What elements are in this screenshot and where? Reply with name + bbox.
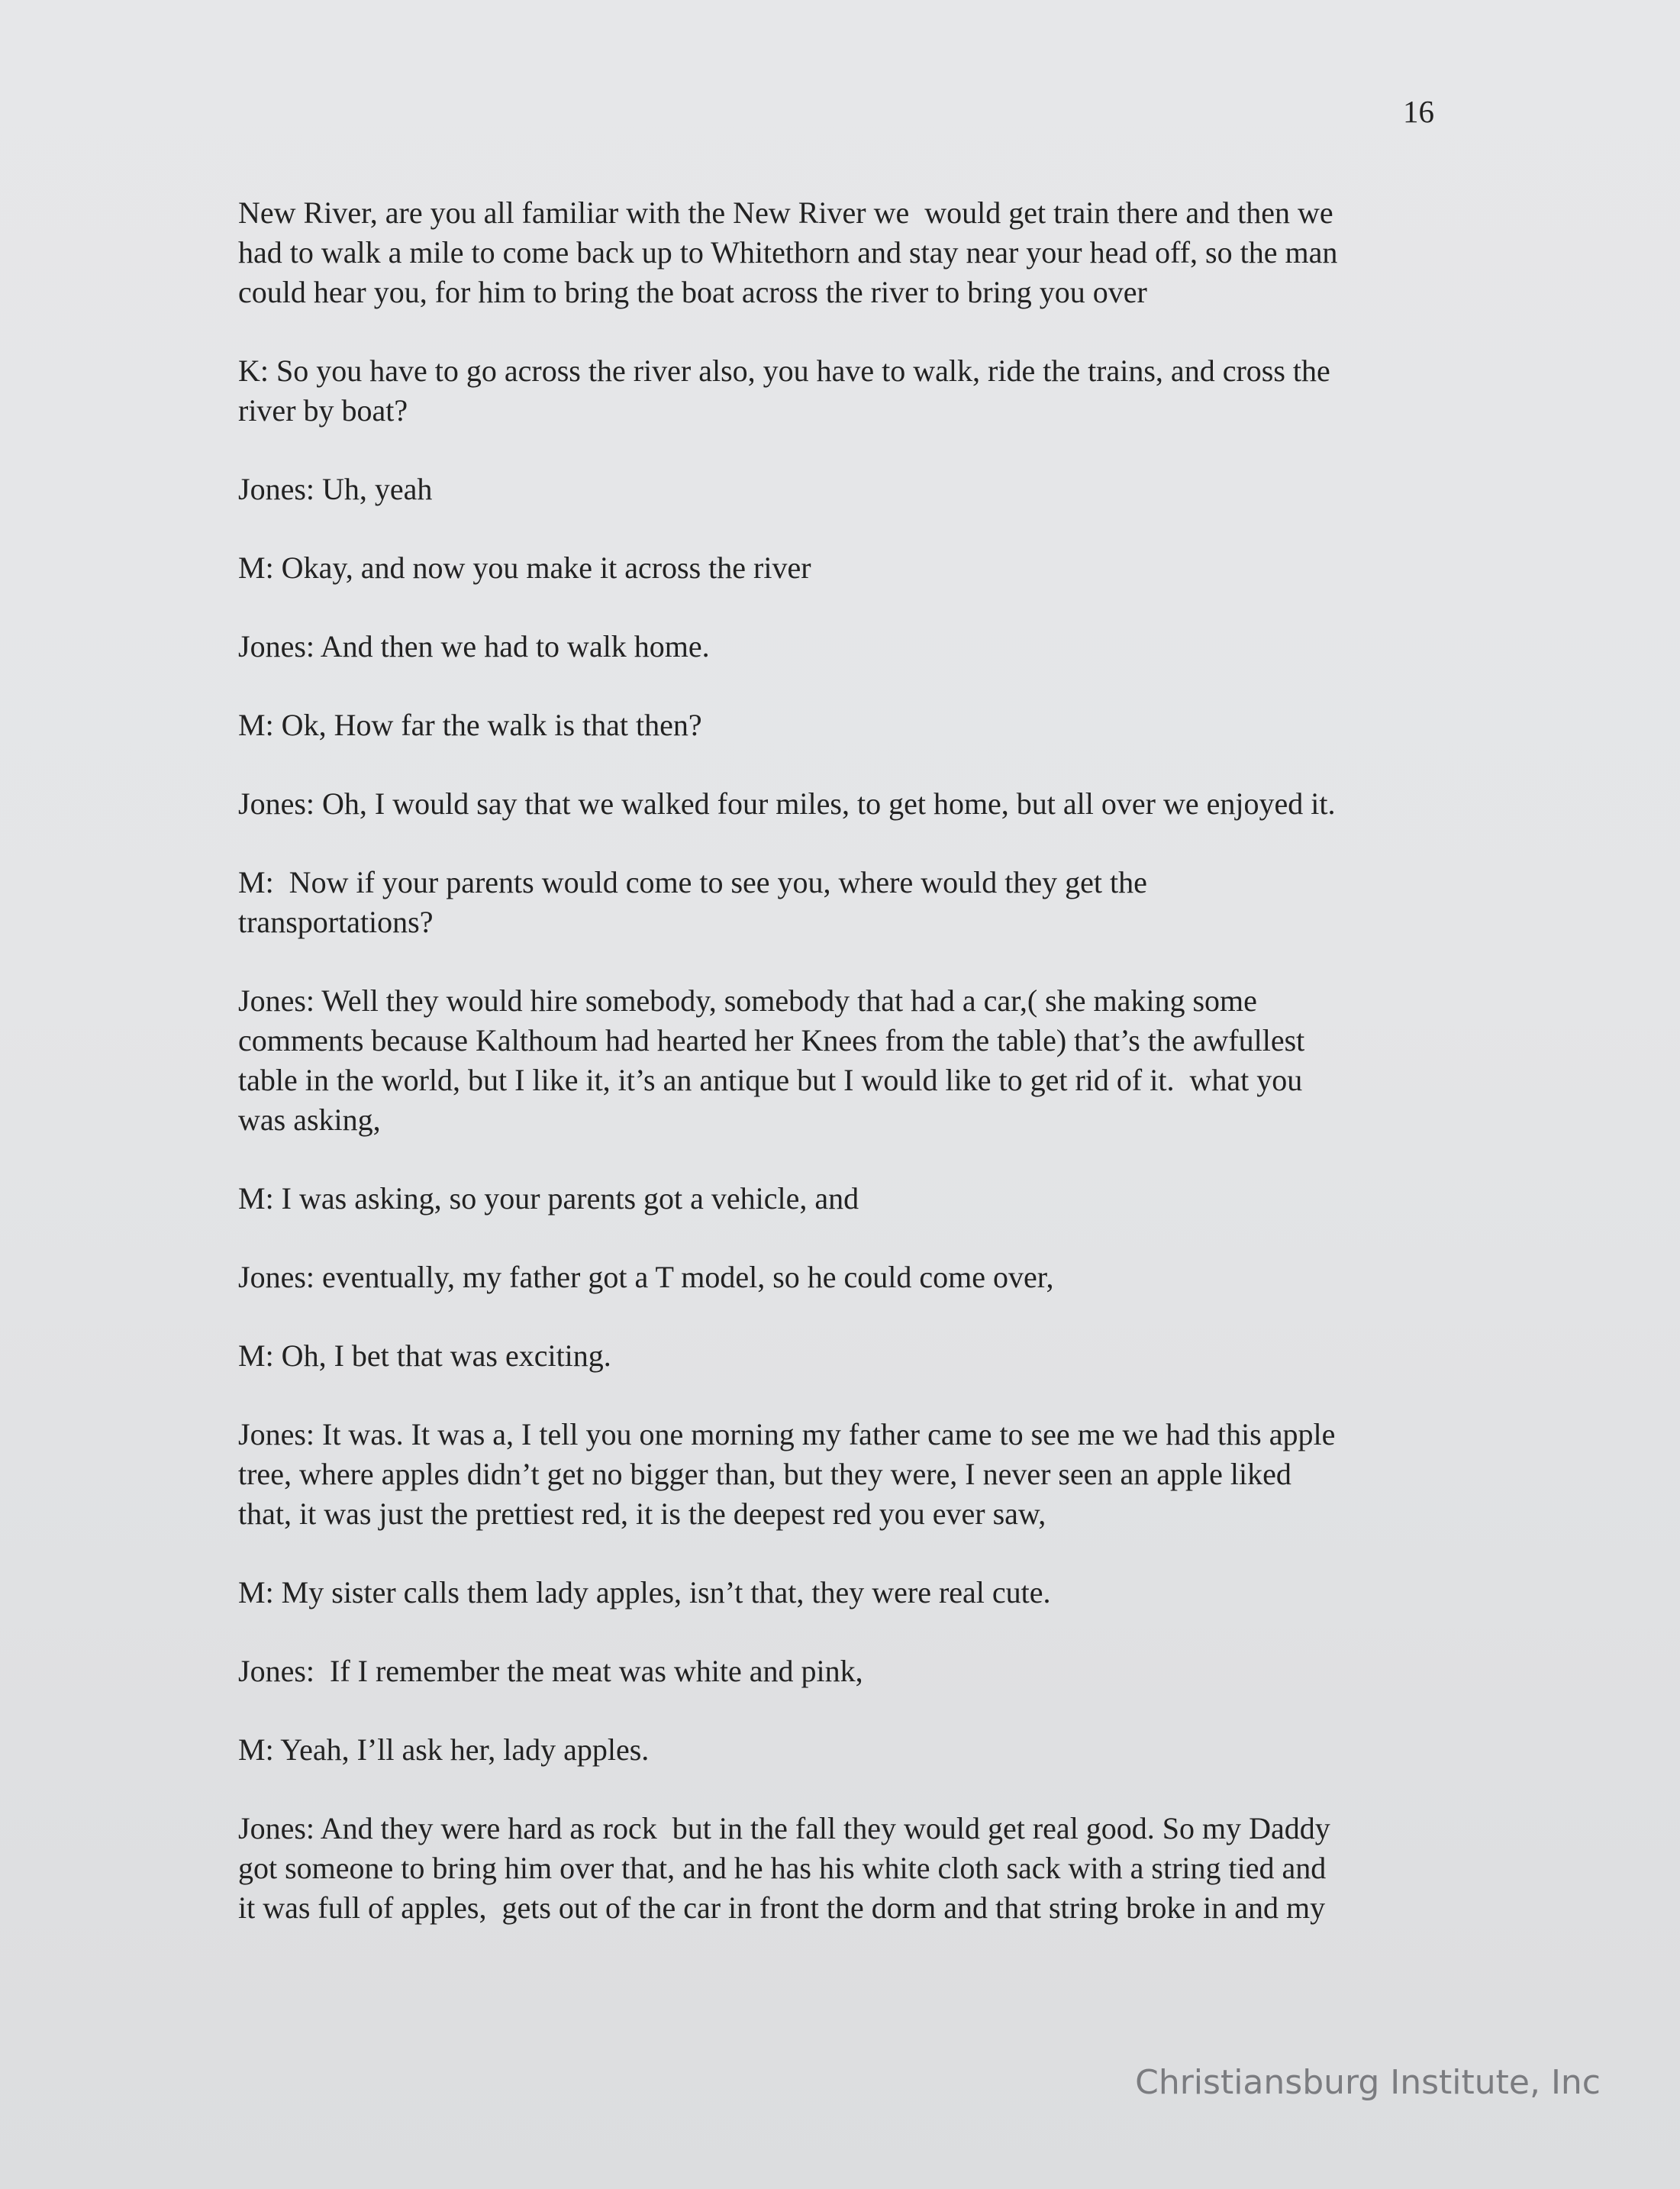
text-line: M: Now if your parents would come to see you, where would they get the	[238, 865, 1147, 899]
paragraph-7	[238, 784, 1452, 824]
text-line: comments because Kalthoum had hearted her Knees from the table) that’s the awfullest	[238, 1023, 1305, 1057]
paragraph-14	[238, 1573, 1452, 1613]
paragraph-13	[238, 1415, 1452, 1534]
text-line: Jones: Well they would hire somebody, somebody that had a car,( she making some	[238, 983, 1257, 1018]
text-line: Jones: Uh, yeah	[238, 472, 433, 506]
text-line: it was full of apples, gets out of the car in front the dorm and that string broke in and my	[238, 1890, 1326, 1925]
paragraph-8	[238, 863, 1452, 942]
text-line: Jones: eventually, my father got a T model, so he could come over,	[238, 1260, 1054, 1294]
paragraph-10	[238, 1179, 1452, 1219]
text-line: transportations?	[238, 905, 434, 939]
text-line: M: Yeah, I’ll ask her, lady apples.	[238, 1732, 650, 1767]
page-number: 16	[1403, 94, 1434, 129]
text-line: Jones: Oh, I would say that we walked four miles, to get home, but all over we enjoyed it.	[238, 786, 1336, 821]
text-line: M: My sister calls them lady apples, isn’t that, they were real cute.	[238, 1575, 1051, 1609]
paragraph-6	[238, 705, 1452, 745]
text-line: M: Oh, I bet that was exciting.	[238, 1338, 611, 1373]
paragraph-4	[238, 548, 1452, 588]
text-line: river by boat?	[238, 393, 408, 428]
paragraph-5	[238, 627, 1452, 667]
text-line: Jones: And they were hard as rock but in the fall they would get real good. So my Daddy	[238, 1811, 1330, 1845]
text-line: tree, where apples didn’t get no bigger than, but they were, I never seen an apple liked	[238, 1457, 1291, 1491]
paragraph-15	[238, 1651, 1452, 1691]
text-line: was asking,	[238, 1103, 381, 1137]
paragraph-16	[238, 1730, 1452, 1770]
paragraph-12	[238, 1336, 1452, 1376]
text-line: had to walk a mile to come back up to Whitethorn and stay near your head off, so the man	[238, 235, 1338, 270]
paragraph-1	[238, 193, 1452, 312]
watermark: Christiansburg Institute, Inc	[1135, 2063, 1601, 2102]
text-line: M: I was asking, so your parents got a vehicle, and	[238, 1181, 859, 1216]
paragraph-3	[238, 470, 1452, 509]
paragraph-11	[238, 1258, 1452, 1297]
text-line: New River, are you all familiar with the New River we would get train there and then we	[238, 195, 1333, 230]
text-line: Jones: It was. It was a, I tell you one morning my father came to see me we had this apple	[238, 1417, 1336, 1451]
paragraph-2	[238, 351, 1452, 431]
paragraph-17	[238, 1809, 1452, 1928]
text-line: that, it was just the prettiest red, it is the deepest red you ever saw,	[238, 1496, 1046, 1531]
text-line: Jones: If I remember the meat was white and pink,	[238, 1654, 863, 1688]
text-line: could hear you, for him to bring the boat across the river to bring you over	[238, 275, 1147, 309]
text-line: got someone to bring him over that, and he has his white cloth sack with a string tied and	[238, 1851, 1327, 1885]
text-line: M: Okay, and now you make it across the river	[238, 550, 811, 585]
text-line: table in the world, but I like it, it’s an antique but I would like to get rid of it. what you	[238, 1063, 1303, 1097]
paragraph-9	[238, 981, 1452, 1140]
transcript-body	[238, 193, 1452, 1967]
text-line: M: Ok, How far the walk is that then?	[238, 708, 702, 742]
text-line: Jones: And then we had to walk home.	[238, 629, 710, 663]
text-line: K: So you have to go across the river also, you have to walk, ride the trains, and cross the	[238, 354, 1330, 388]
